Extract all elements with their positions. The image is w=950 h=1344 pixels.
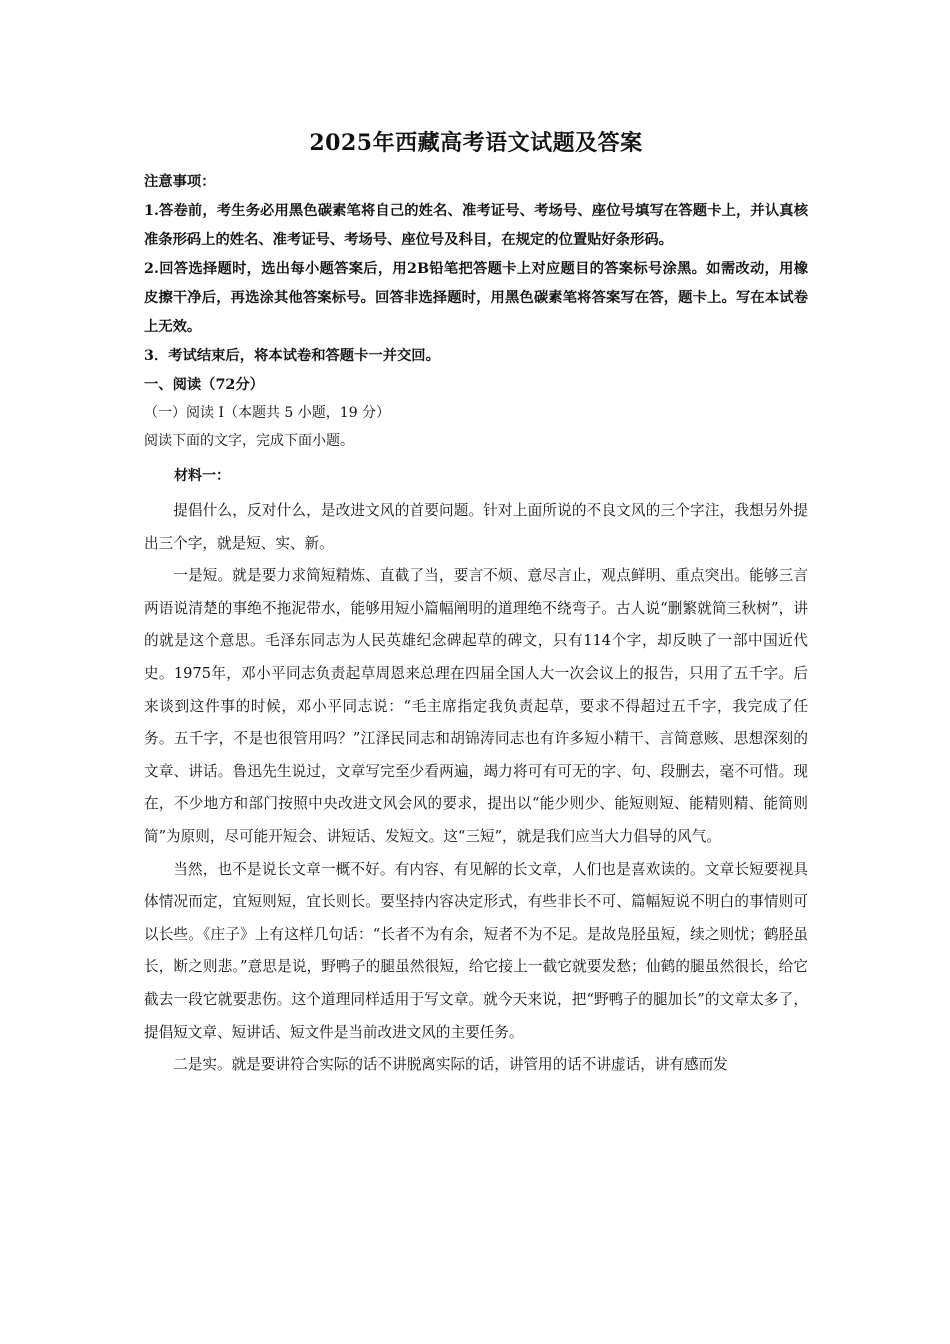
- body-paragraph-4: 二是实。就是要讲符合实际的话不讲脱离实际的话，讲管用的话不讲虚话，讲有感而发: [173, 1056, 728, 1074]
- body-paragraph-2: 一是短。就是要力求简短精炼、直截了当，要言不烦、意尽言止，观点鲜明、重点突出。能够三言两语说清楚的事绝不拖泥带水，能够用短小篇幅阐明的道理绝不绕弯子。古人说“删繁就简三秋树”，讲的就是这个意思。毛泽东同志为人民英雄纪念碑起草的碑文，只有114个字，却反映了一部中国近代史。1975年，邓小平同志负责起草周恩来总理在四届全国人大一次会议上的报告，只用了五千字。后来谈到这件事的时候，邓小平同志说：“毛主席指定我负责起草，要求不得超过五千字，我完成了任务。五千字，不是也很管用吗？”江泽民同志和胡锦涛同志也有许多短小精干、言简意赅、思想深刻的文章、讲话。鲁迅先生说过，文章写完至少看两遍，竭力将可有可无的字、句、段删去，毫不可惜。现在，不少地方和部门按照中央改进文风会风的要求，提出以“能少则少、能短则短、能精则精、能简则简”为原则，尽可能开短会、讲短话、发短文。这“三短”，就是我们应当大力倡导的风气。: [144, 567, 808, 845]
- notice-heading: 注意事项：: [144, 174, 216, 190]
- material-label: 材料一：: [174, 468, 230, 484]
- body-paragraph-1: 提倡什么，反对什么，是改进文风的首要问题。针对上面所说的不良文风的三个字注，我想另外提出三个字，就是短、实、新。: [144, 502, 808, 552]
- reading-instruction: 阅读下面的文字，完成下面小题。: [144, 433, 354, 449]
- notice-item-3: 3．考试结束后，将本试卷和答题卡一并交回。: [144, 348, 440, 364]
- material-body: [144, 495, 808, 1082]
- body-paragraph-3: 当然，也不是说长文章一概不好。有内容、有见解的长文章，人们也是喜欢读的。文章长短要视具体情况而定，宜短则短，宜长则长。要坚持内容决定形式，有些非长不可、篇幅短说不明白的事情则可以长些。《庄子》上有这样几句话：“长者不为有余，短者不为不足。是故凫胫虽短，续之则忧；鹤胫虽长，断之则悲。”意思是说，野鸭子的腿虽然很短，给它接上一截它就要发愁；仙鹤的腿虽然很长，给它截去一段它就要悲伤。这个道理同样适用于写文章。就今天来说，把“野鸭子的腿加长”的文章太多了，提倡短文章、短讲话、短文件是当前改进文风的主要任务。: [144, 860, 808, 1041]
- notice-block: [144, 168, 808, 371]
- document-title: 2025年西藏高考语文试题及答案: [309, 130, 643, 156]
- section-heading: 一、阅读（72分）: [144, 377, 264, 393]
- notice-item-1: 1.答卷前，考生务必用黑色碳素笔将自己的姓名、准考证号、考场号、座位号填写在答题卡上，并认真核准条形码上的姓名、准考证号、考场号、座位号及科目，在规定的位置贴好条形码。: [144, 203, 808, 248]
- section-subheading: （一）阅读 I（本题共 5 小题，19 分）: [144, 405, 391, 421]
- notice-item-2: 2.回答选择题时，选出每小题答案后，用2B铅笔把答题卡上对应题目的答案标号涂黑。如需改动，用橡皮擦干净后，再选涂其他答案标号。回答非选择题时，用黑色碳素笔将答案写在答，题卡上。写在本试卷上无效。: [144, 261, 808, 335]
